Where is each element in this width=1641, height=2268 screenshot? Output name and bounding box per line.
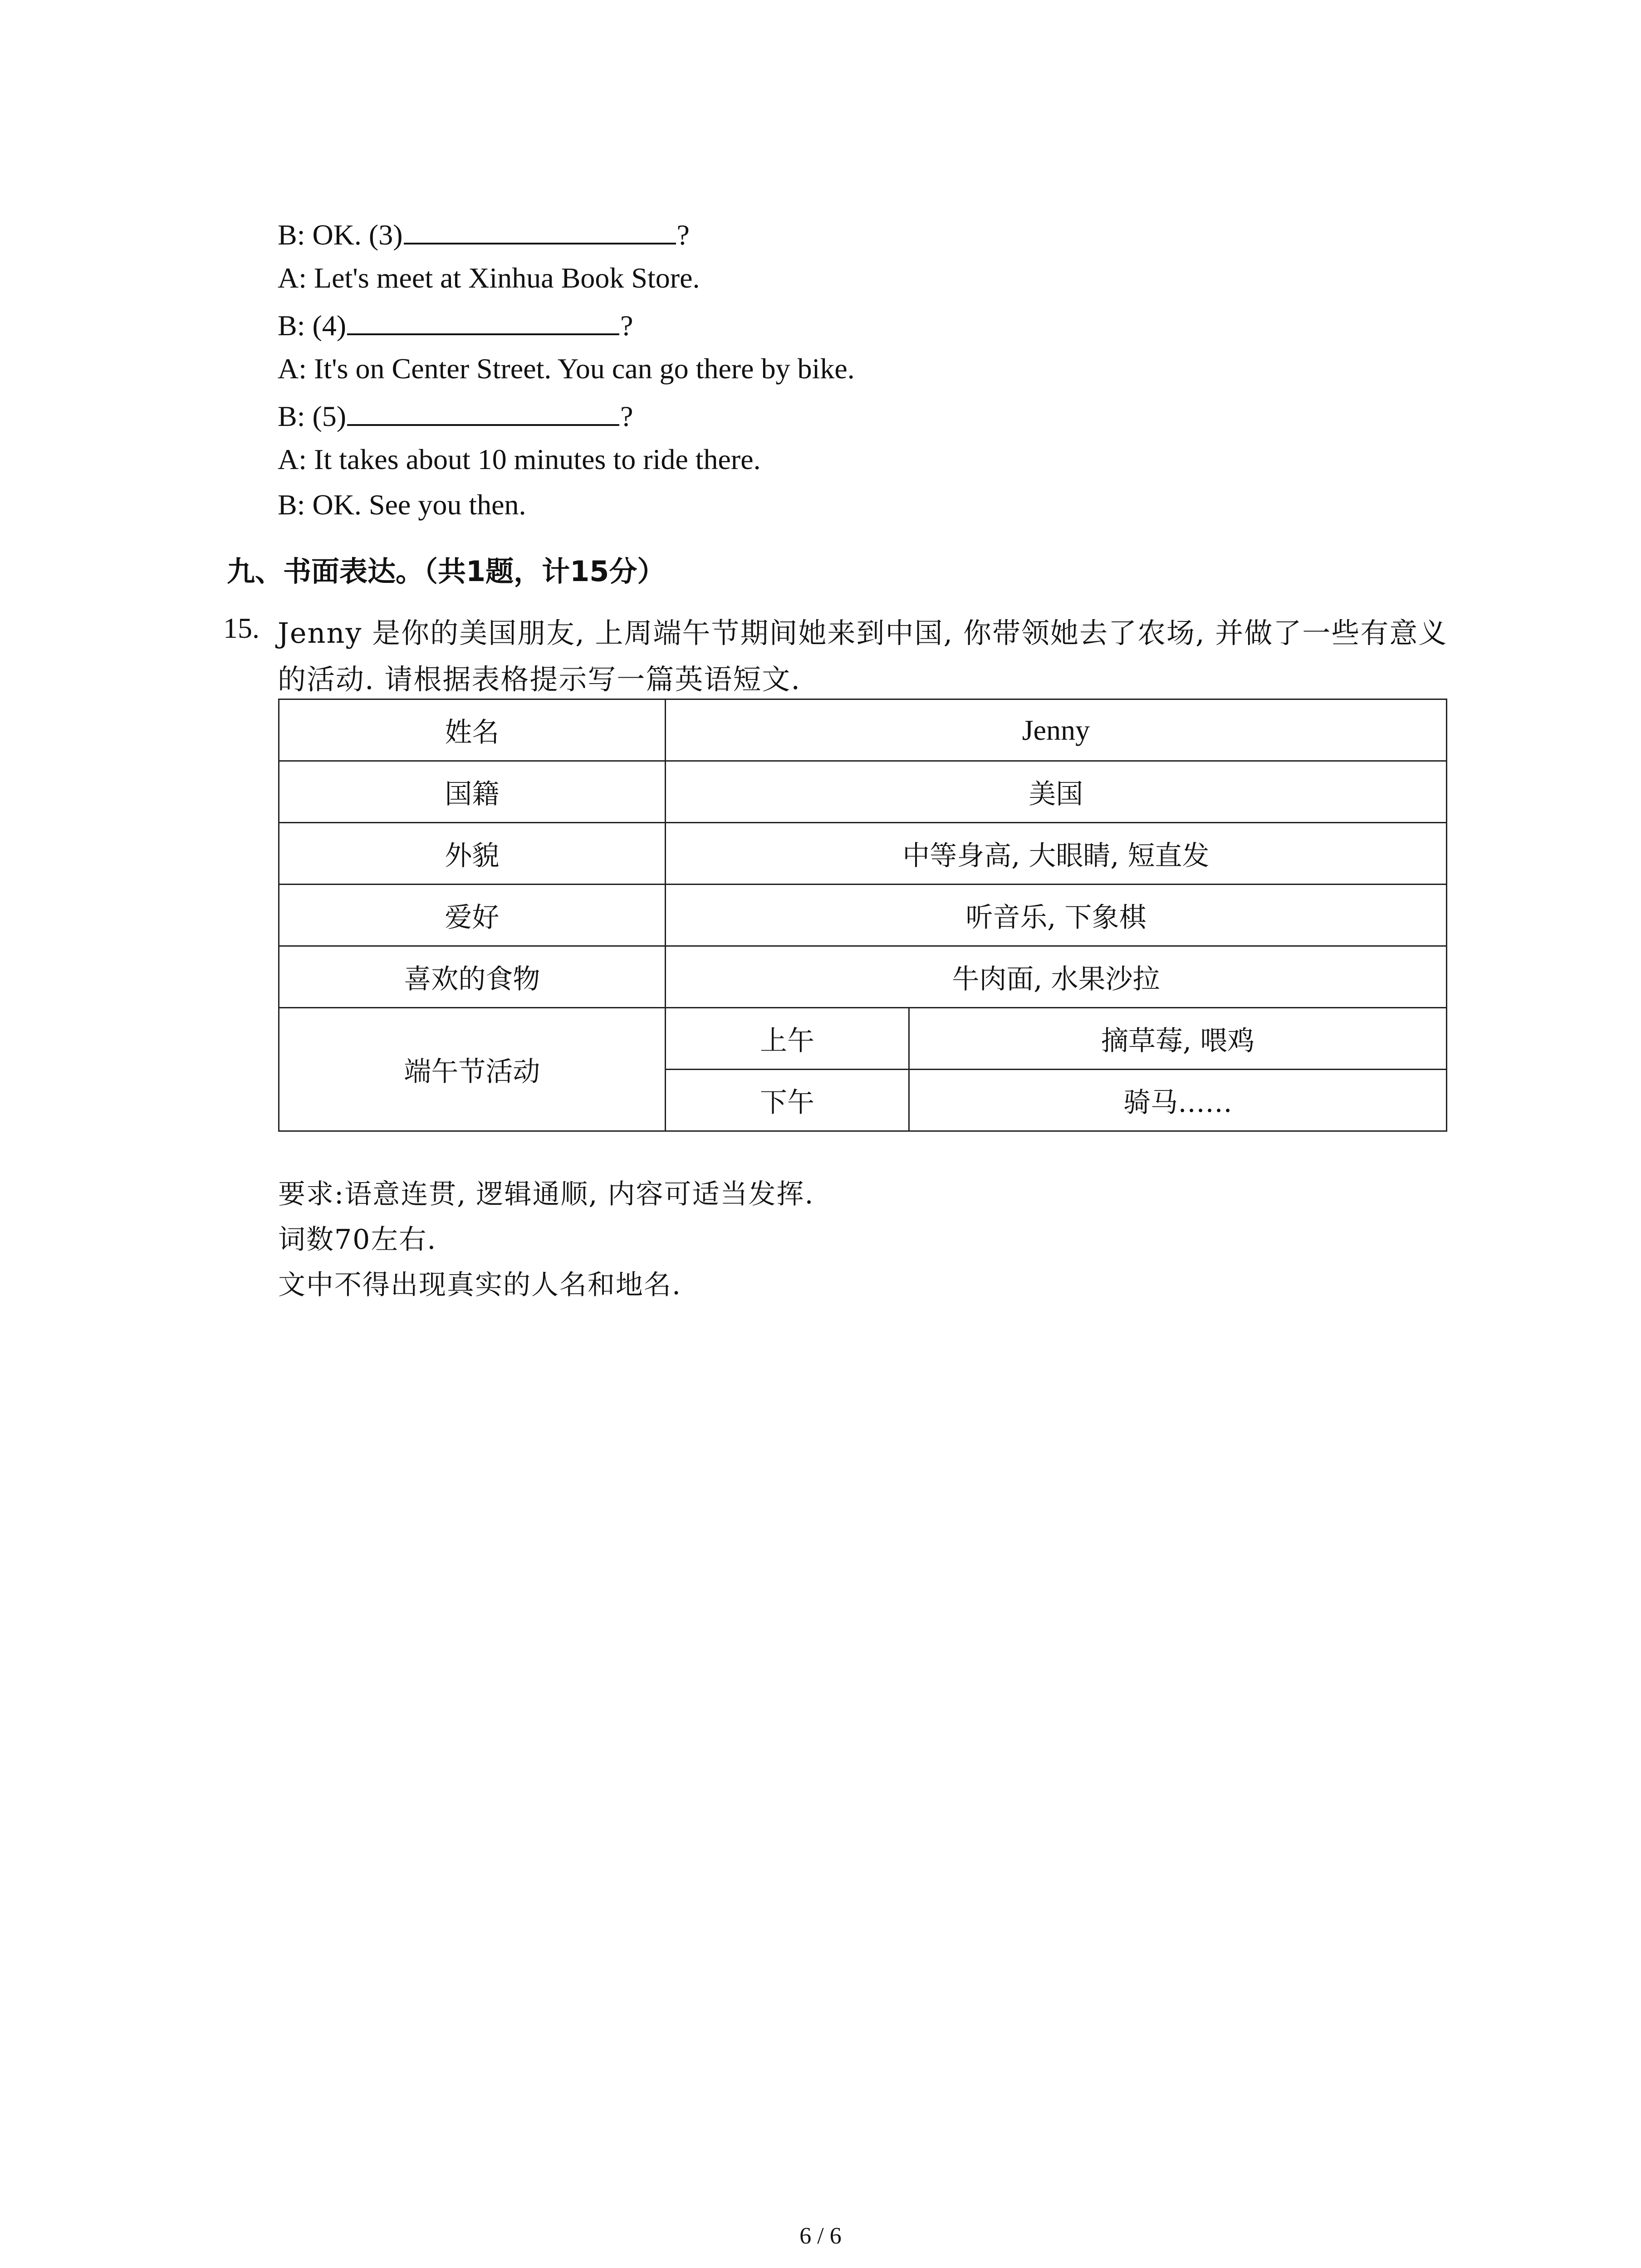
table-row xyxy=(279,946,1447,1008)
dialogue-line-5 xyxy=(278,396,633,435)
dialogue-text: B: (5) xyxy=(278,400,347,432)
answer-blank-4[interactable] xyxy=(347,305,619,335)
nationality-label: 国籍 xyxy=(279,761,666,823)
appearance-label: 外貌 xyxy=(279,823,666,885)
answer-blank-3[interactable] xyxy=(404,215,676,244)
table-row xyxy=(279,761,1447,823)
dialogue-text: B: OK. (3) xyxy=(278,219,403,251)
food-label: 喜欢的食物 xyxy=(279,946,666,1008)
nationality-value: 美国 xyxy=(665,761,1446,823)
afternoon-label: 下午 xyxy=(665,1070,909,1131)
food-value: 牛肉面, 水果沙拉 xyxy=(665,946,1446,1008)
dialogue-line-7 xyxy=(278,487,526,523)
name-value: Jenny xyxy=(665,699,1446,761)
table-row xyxy=(279,885,1447,946)
dialogue-text: B: OK. See you then. xyxy=(278,489,526,521)
hobby-label: 爱好 xyxy=(279,885,666,946)
dialogue-line-4 xyxy=(278,351,855,387)
dialogue-text: A: Let's meet at Xinhua Book Store. xyxy=(278,262,700,294)
dialogue-text: A: It takes about 10 minutes to ride there. xyxy=(278,443,761,475)
appearance-value: 中等身高, 大眼睛, 短直发 xyxy=(665,823,1446,885)
dialogue-line-1 xyxy=(278,215,690,253)
question-mark: ? xyxy=(620,400,633,432)
name-label: 姓名 xyxy=(279,699,666,761)
dialogue-line-6 xyxy=(278,441,761,478)
afternoon-value: 骑马…… xyxy=(909,1070,1447,1131)
morning-value: 摘草莓, 喂鸡 xyxy=(909,1008,1447,1070)
page-number: 6 / 6 xyxy=(799,2223,842,2249)
question-prompt: Jenny 是你的美国朋友, 上周端午节期间她来到中国, 你带领她去了农场, 并做了一些有意义的活动. 请根据表格提示写一篇英语短文. xyxy=(278,616,1448,696)
question-mark: ? xyxy=(676,219,690,251)
dialogue-line-2 xyxy=(278,260,700,296)
question-number: 15. xyxy=(223,612,260,644)
requirement-line-1: 要求:语意连贯, 逻辑通顺, 内容可适当发挥. xyxy=(278,1178,814,1210)
activity-label: 端午节活动 xyxy=(279,1008,666,1131)
table-row xyxy=(279,823,1447,885)
question-mark: ? xyxy=(620,309,633,342)
dialogue-line-3 xyxy=(278,305,633,344)
requirement-line-3: 文中不得出现真实的人名和地名. xyxy=(278,1269,682,1301)
requirement-line-2: 词数70左右. xyxy=(278,1224,437,1256)
table-row xyxy=(279,699,1447,761)
info-table xyxy=(278,699,1447,1132)
section-heading: 九、书面表达。（共1题，计15分） xyxy=(227,555,666,588)
dialogue-text: A: It's on Center Street. You can go there by bike. xyxy=(278,352,855,385)
table-row xyxy=(279,1008,1447,1070)
answer-blank-5[interactable] xyxy=(347,396,619,426)
hobby-value: 听音乐, 下象棋 xyxy=(665,885,1446,946)
morning-label: 上午 xyxy=(665,1008,909,1070)
dialogue-text: B: (4) xyxy=(278,309,347,342)
